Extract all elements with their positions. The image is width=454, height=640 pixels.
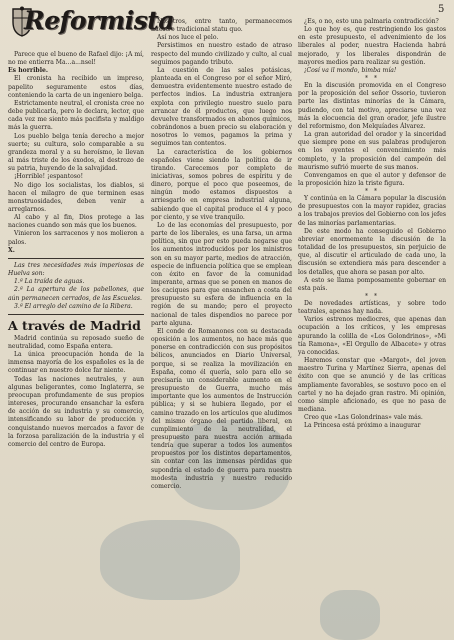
list-item: 2.ª La apertura de los pabellones, que aún permanecen cerrados, de las Escuelas.: [8, 286, 144, 302]
column-2: [151, 18, 292, 491]
paragraph: En la discusión promovida en el Congreso por la proposición del señor Ossorio, tuvieron parte las distintas minorías de la Cámara, pudiendo, con tal motivo, apreciarse una vez más la elocuencia del gran orador, jefe ilustre del reformismo, don Melquíades Álvarez.: [298, 82, 446, 130]
water-stain: [320, 590, 380, 640]
paragraph: La Princesa está próximo a inaugurar: [304, 422, 421, 430]
paragraph: La cuestión de las sales potásicas, planteada en el Congreso por el señor Miró, demuestra evidentemente nuestro estado de perfectos indios. La industria extranjera explota con privilegio nuestro suelo para arrancar de él productos, que luego nos devuelve transformados en abonos químicos, cobrándonos a buen precio su elaboración y nosotros lo vemos, pagamos la prima y seguimos tan contentos.: [151, 66, 292, 148]
section-separator: * *: [365, 293, 379, 300]
paragraph: ¿Es, o no, esto una palmaria contradicción?: [304, 18, 439, 25]
column-3: [298, 18, 446, 431]
paragraph: Lo de las economías del presupuesto, por parte de los liberales, es una farsa, un arma política, sin que por esto pueda negarse que los aumentos introducidos por los ministros son en su mayor parte, medios de atracción, especie de influencia política que se emplean con éxito en favor de la comunidad imperante, armas que se ponen en manos de los caciques para que ensanchen a costa del presupuesto su esfera de influencia en la región de su mando; pero el proyecto nacional de tales dispendios no parece por parte alguna.: [151, 221, 292, 327]
section-separator: * *: [365, 75, 379, 83]
paragraph: Persistimos en nuestro estado de atraso respecto del mundo civilizado y culto, al cual seguimos pagando tributo.: [151, 42, 292, 66]
paragraph: ¡Cosí va il mondo, bimba mía!: [304, 66, 397, 74]
paragraph: El cronista ha recibido un impreso, papelito seguramente estos días, conteniendo la carta de un ingeniero belga.: [8, 75, 144, 99]
signature-mark: X.: [8, 246, 15, 254]
paragraph: Lo que hoy es, que restringiendo los gastos en este presupuesto, el advenimiento de los liberales al poder, nuestra Hacienda habrá mejorado, y los liberales dispondrán de mayores medios para realizar su gestión.: [298, 26, 446, 66]
paragraph: Todas las naciones neutrales, y aun algunas beligerantes, como Inglaterra, se preocupan profundamente de sus propios intereses, procurando ensanchar la esfera de acción de su industria y su comercio, intensificando su labor de producción y conquistando nuevos mercados a favor de la forzosa paralización de la industria y el comercio del centro de Europa.: [8, 375, 144, 448]
masthead-title: Reformista: [24, 6, 175, 35]
section-heading: Es horrible.: [8, 67, 49, 75]
paragraph: El conde de Romanones con su destacada oposición a los aumentos, no hace más que ponerse en contradicción con sus propósitos bélicos, anunciados en Diario Universal, porque, si se realiza la movilización en España, como él quería, solo para ello se precisaría un considerable aumento en el presupuesto de Guerra, mucho más importante que los aumentos de Instrucción pública; y si se hubiera llegado, por el camino trazado en los artículos que aludimos del mismo órgano del partido liberal, en cumplimiento de la neutralidad, el presupuesto para nuestra acción armada tendría que superar a todos los aumentos propuestos por los distintos departamentos, sin contar con las inmensas pérdidas que supondría el estado de guerra para nuestra modesta industria y nuestro reducido comercio.: [151, 327, 292, 490]
column-1: [8, 51, 144, 449]
paragraph: Creo que «Las Golondrinas» vale más.: [304, 414, 423, 422]
paragraph: Nosotros, entre tanto, permanecemos nuestro tradicional statu quo.: [151, 18, 292, 34]
paragraph: La única preocupación honda de la inmensa mayoría de los españoles es la de continuar en nuestro dolce far niente.: [8, 351, 144, 375]
paragraph: Al cabo y al fin, Dios protege a las naciones cuando son más que los buenos.: [8, 214, 144, 230]
paragraph: Convengamos en que el autor y defensor de la proposición hizo la triste figura.: [298, 171, 446, 187]
page-number: 5: [438, 4, 445, 15]
paragraph: Varios estrenos mediocres, que apenas dan ocupación a los críticos, y les empresas apurando la colilla de «Los Golondrinos», «Mi tía Ramona», «El Orgullo de Albacete» y otras ya conocidas.: [298, 316, 446, 356]
paragraph: De novedades artísticas, y sobre todo teatrales, apenas hay nada.: [298, 300, 446, 316]
paragraph: Estrictamente neutral, el cronista cree no debe publicarla, pero le declara, lector, que cada vez me siento más pacifista y maldigo más la guerra.: [8, 99, 144, 132]
water-stain: [100, 520, 240, 600]
divider: [8, 314, 144, 315]
paragraph: Vinieron los sarracenos y nos molieron a palos.: [8, 230, 144, 246]
paragraph: La característica de los gobiernos españoles viene siendo la política de ir tirando. Carecemos por completo de iniciativas, somos pobres de espíritu y de dinero, porque el poco que poseemos, de ningún modo estamos dispuestos a arriesgarlo en empresa industrial alguna, sabiendo que el capital produce el 4 y poco por ciento, y se vive tranquilo.: [151, 148, 292, 221]
paragraph: Parece que el bueno de Rafael dijo: ¡A mí, no me entierra Ma...a...nsel!: [8, 51, 144, 67]
list-intro: Las tres necesidades más imperiosas de Huelva son:: [8, 261, 144, 278]
masthead: [8, 0, 175, 48]
article-title: A través de Madrid: [8, 317, 141, 333]
paragraph: Así nos luce el pelo.: [157, 34, 219, 42]
list-item: 1.ª La traída de aguas.: [14, 278, 85, 286]
list-item: 3.ª El arreglo del camino de la Ribera.: [14, 302, 133, 310]
paragraph: De este modo ha conseguido el Gobierno abreviar enormemente la discusión de la totalidad de los presupuestos, sin perjuicio de que, al discutir el articulado de cada uno, la discusión se extendiera más para descender a los detalles, que ahora se pasan por alto.: [298, 227, 446, 276]
section-separator: * *: [365, 188, 379, 196]
paragraph: A esto se llama pomposamente gobernar en esta país.: [298, 276, 446, 292]
paragraph: ¡Horrible! ¡espantoso!: [14, 173, 84, 181]
paragraph: Los pueblo belga tenía derecho a mejor suerte; su cultura, solo comparable a su grandeza moral y a su heroísmo, le llevan al más triste de los éxodos, al destrozo de su patria, huyendo de la salvajidad.: [8, 132, 144, 173]
paragraph: La gran autoridad del orador y la sinceridad que siempre pone en sus palabras produjeron en los oyentes el convencimiento más completo, y la proposición del campeón del maurismo sufrió muerte de sus manos.: [298, 131, 446, 171]
paragraph: Haremos constar que «Margot», del joven maestro Turina y Martínez Sierra, apenas del éxito con que se anunció y de las críticas ampliamente favorables, se sostuvo poco en el cartel y no ha dejado gran rastro. Mi opinión, como simple aficionado, es que no pasa de mediana.: [298, 357, 446, 414]
paragraph: Madrid continúa su reposado sueño de neutralidad, como España entera.: [8, 334, 144, 350]
paragraph: Y continúa en la Cámara popular la discusión de presupuestos con la mayor rapidez, gracias a los trabajos previos del Gobierno con los jefes de las minorías parlamentarias.: [298, 195, 446, 227]
paragraph: No digo los socialistas, los diablos, si hacen el milagro de que terminen esas monstruosidades, deben venir a arreglarnos.: [8, 181, 144, 213]
divider: [8, 258, 144, 259]
